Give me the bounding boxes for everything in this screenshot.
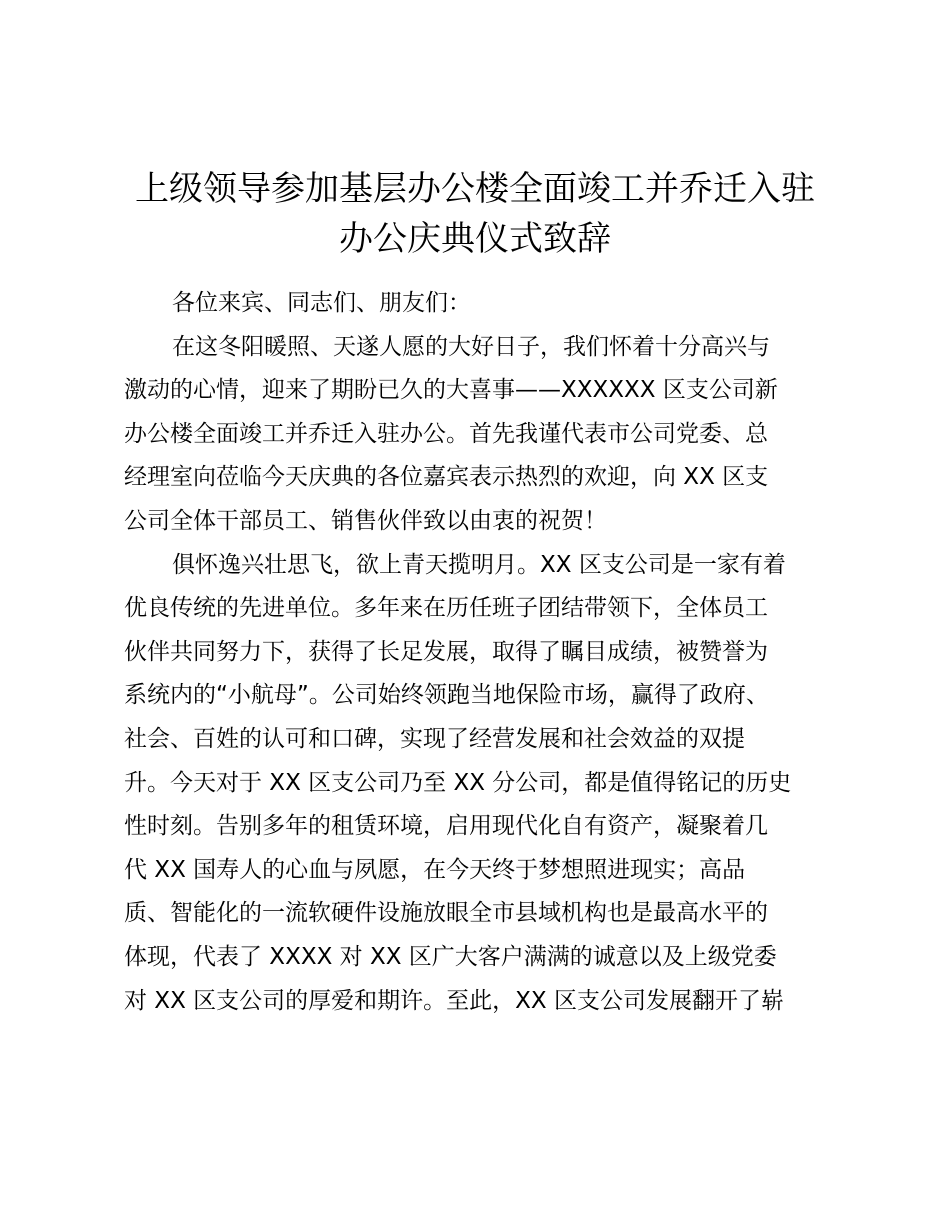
title-line-1: 上级领导参加基层办公楼全面竣工并乔迁入驻 xyxy=(135,169,815,209)
body-line: 俱怀逸兴壮思飞，欲上青天揽明月。XX 区支公司是一家有着 xyxy=(172,551,786,578)
body-line: 体现，代表了 XXXX 对 XX 区广大客户满满的诚意以及上级党委 xyxy=(124,943,777,970)
body-line: 各位来宾、同志们、朋友们： xyxy=(172,290,471,316)
document-title xyxy=(100,164,850,264)
body-line: 对 XX 区支公司的厚爱和期许。至此，XX 区支公司发展翻开了崭 xyxy=(124,987,784,1014)
body-line: 办公楼全面竣工并乔迁入驻办公。首先我谨代表市公司党委、总 xyxy=(124,420,768,447)
body-line: 代 XX 国寿人的心血与夙愿，在今天终于梦想照进现实；高品 xyxy=(124,856,746,883)
title-line-2: 办公庆典仪式致辞 xyxy=(339,219,611,259)
body-line: 公司全体干部员工、销售伙伴致以由衷的祝贺！ xyxy=(124,507,607,534)
body-line: 升。今天对于 XX 区支公司乃至 XX 分公司，都是值得铭记的历史 xyxy=(124,769,792,796)
body-line: 伙伴共同努力下，获得了长足发展，取得了瞩目成绩，被赞誉为 xyxy=(124,638,768,665)
body-line: 优良传统的先进单位。多年来在历任班子团结带领下，全体员工 xyxy=(124,595,768,622)
body-line: 社会、百姓的认可和口碑，实现了经营发展和社会效益的双提 xyxy=(124,725,745,752)
body-line: 质、智能化的一流软硬件设施放眼全市县域机构也是最高水平的 xyxy=(124,900,768,927)
body-line: 激动的心情，迎来了期盼已久的大喜事——XXXXXX 区支公司新 xyxy=(124,377,778,404)
body-line: 系统内的“小航母”。公司始终领跑当地保险市场，赢得了政府、 xyxy=(124,682,769,709)
body-line: 在这冬阳暖照、天遂人愿的大好日子，我们怀着十分高兴与 xyxy=(172,333,770,360)
body-line: 性时刻。告别多年的租赁环境，启用现代化自有资产，凝聚着几 xyxy=(124,813,768,840)
body-line: 经理室向莅临今天庆典的各位嘉宾表示热烈的欢迎，向 XX 区支 xyxy=(124,464,769,491)
document-body xyxy=(124,282,836,1023)
